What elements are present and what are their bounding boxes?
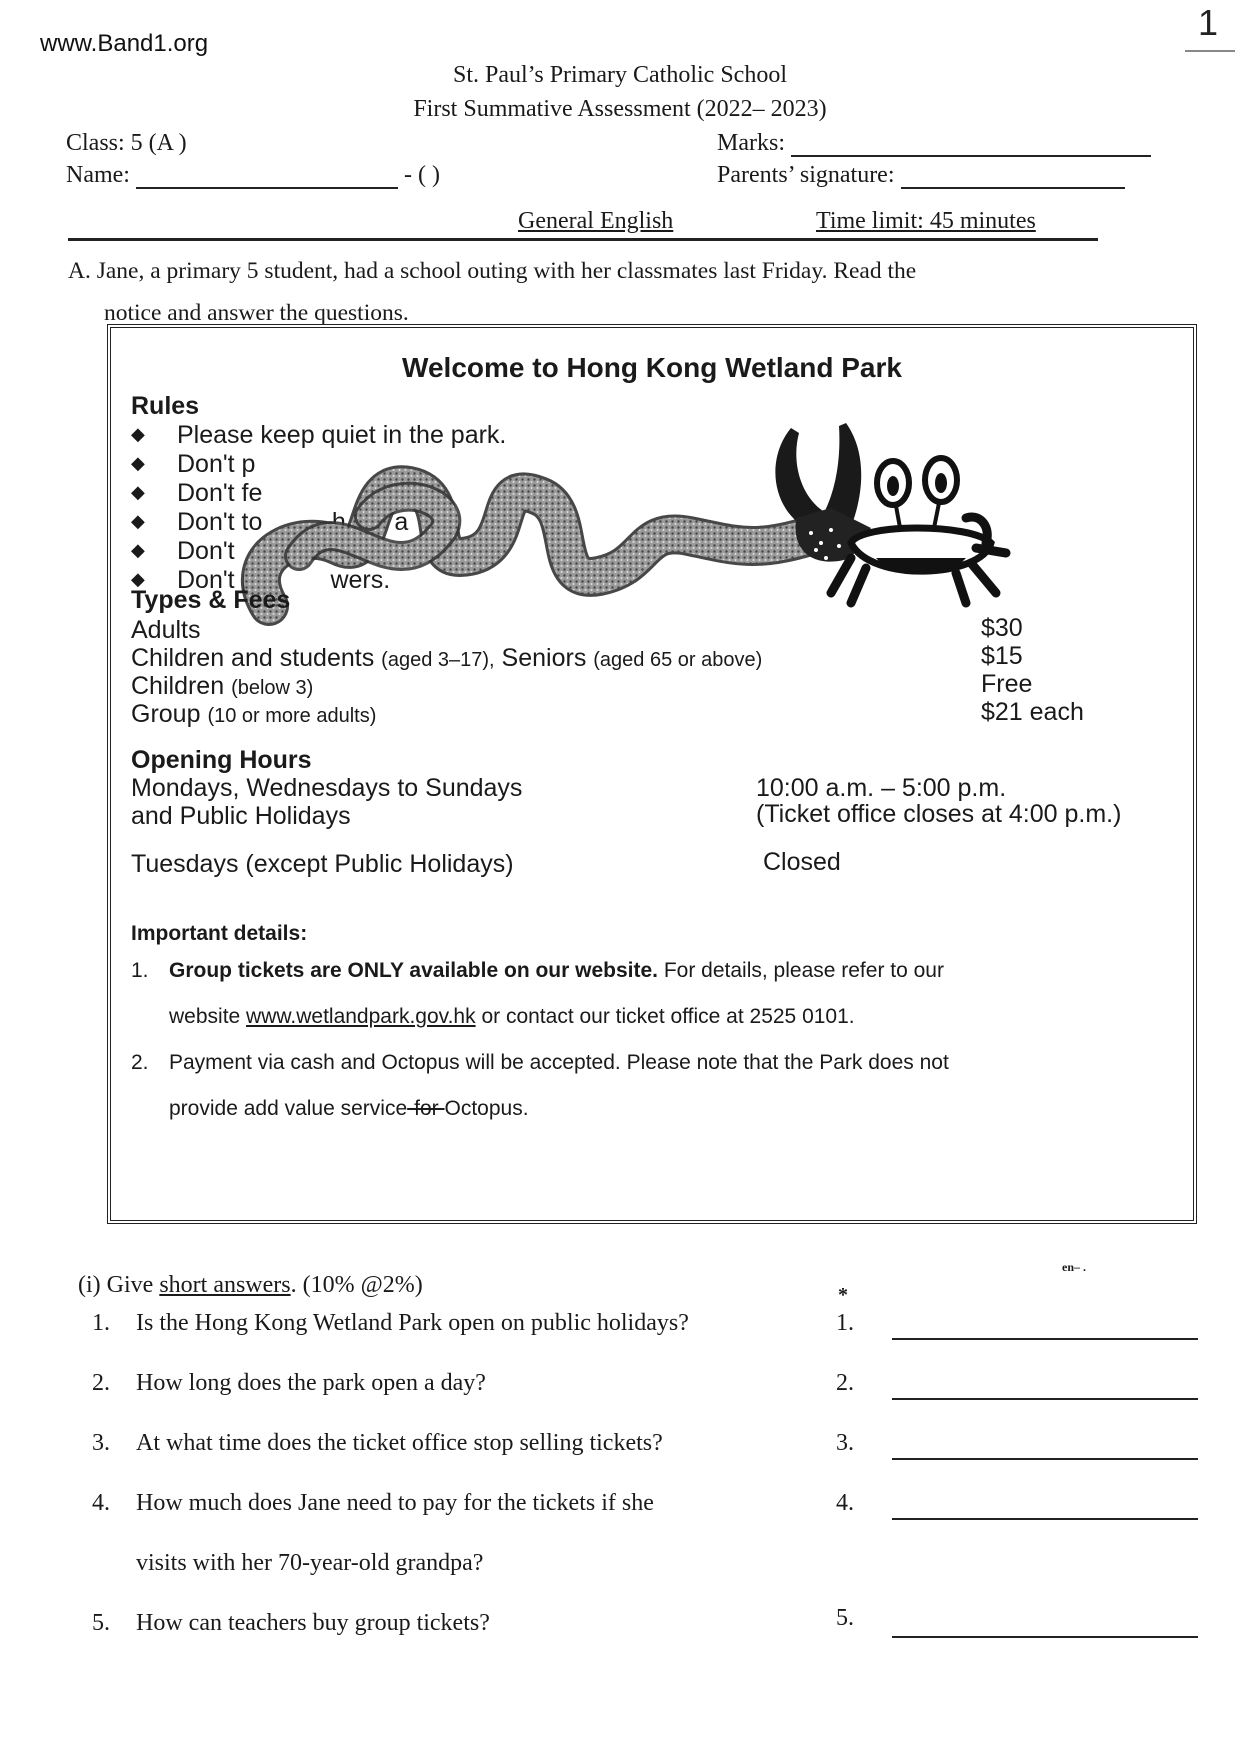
page-number-rule	[1185, 50, 1235, 52]
assessment-title: First Summative Assessment (2022– 2023)	[413, 96, 827, 122]
parents-signature-label: Parents’ signature:	[717, 162, 895, 188]
rule-item: ◆ Please keep quiet in the park.	[131, 421, 507, 449]
detail-item: 1. Group tickets are ONLY available on our website. For details, please refer to our website www.wetlandpark.gov.hk or contact our ticket office at 2525 0101.	[131, 959, 944, 1028]
time-limit: Time limit: 45 minutes	[816, 208, 1036, 234]
fee-price: $21 each	[981, 698, 1084, 726]
marks-label: Marks:	[717, 130, 785, 156]
fee-price: $30	[981, 614, 1023, 642]
question-item: 2. How long does the park open a day?	[92, 1370, 486, 1396]
bullet-icon: ◆	[131, 540, 145, 560]
instruction-line-1: A. Jane, a primary 5 student, had a school outing with her classmates last Friday. Read the	[68, 258, 917, 284]
question-item: 4. How much does Jane need to pay for the tickets if she	[92, 1490, 654, 1516]
fee-price: $15	[981, 642, 1023, 670]
answer-number: 4.	[836, 1490, 854, 1516]
questions-instruction: (i) Give short answers. (10% @2%)	[78, 1272, 423, 1298]
class-label: Class: 5 (A )	[66, 130, 187, 156]
fee-type: Children and students (aged 3–17), Seniors (aged 65 or above)	[131, 644, 763, 672]
rules-heading: Rules	[131, 392, 200, 420]
bullet-icon: ◆	[131, 482, 145, 502]
marks-field[interactable]	[791, 133, 1151, 157]
question-item: 5. How can teachers buy group tickets?	[92, 1610, 490, 1636]
instruction-line-2: notice and answer the questions.	[104, 300, 409, 326]
bullet-icon: ◆	[131, 569, 145, 589]
handwritten-mark: *	[838, 1284, 848, 1306]
fees-heading: Types & Fees	[131, 586, 291, 614]
school-name: St. Paul’s Primary Catholic School	[453, 62, 787, 88]
details-heading: Important details:	[131, 922, 308, 945]
closed-days: Tuesdays (except Public Holidays)	[131, 850, 514, 878]
parents-signature-row	[717, 162, 1125, 189]
answer-number: 1.	[836, 1310, 854, 1336]
detail-item: 2. Payment via cash and Octopus will be accepted. Please note that the Park does not provide add value service-for Octopus.	[131, 1051, 949, 1120]
open-days-line-2: and Public Holidays	[131, 802, 351, 830]
name-field[interactable]	[136, 165, 398, 189]
fee-type: Children (below 3)	[131, 672, 314, 700]
ticket-office-note: (Ticket office closes at 4:00 p.m.)	[756, 800, 1122, 828]
rule-item: ◆ Don't fe	[131, 479, 263, 507]
question-item: 1. Is the Hong Kong Wetland Park open on public holidays?	[92, 1310, 689, 1336]
crab-illustration-icon	[751, 418, 1011, 608]
rule-item: ◆ Don't pi wers.	[131, 566, 391, 594]
question-continuation: visits with her 70-year-old grandpa?	[136, 1550, 484, 1576]
fee-price: Free	[981, 670, 1033, 698]
park-notice	[107, 324, 1197, 1224]
open-time: 10:00 a.m. – 5:00 p.m.	[756, 774, 1007, 802]
class-number-field[interactable]: - ( )	[403, 162, 440, 188]
fee-type: Group (10 or more adults)	[131, 700, 377, 728]
scribble-overlay-icon	[239, 436, 839, 636]
answer-field[interactable]	[892, 1636, 1198, 1638]
subject-row	[68, 208, 1098, 241]
hours-heading: Opening Hours	[131, 746, 312, 774]
rule-item: ◆ Don't p	[131, 450, 256, 478]
rule-item: ◆ Don't to h the a	[131, 508, 409, 536]
fee-type: Adults	[131, 616, 201, 644]
website-link[interactable]: www.wetlandpark.gov.hk	[246, 1005, 476, 1028]
answer-number: 2.	[836, 1370, 854, 1396]
section-a-instruction	[68, 250, 1148, 334]
question-item: 3. At what time does the ticket office stop selling tickets?	[92, 1430, 663, 1456]
bullet-icon: ◆	[131, 424, 145, 444]
subject: General English	[518, 208, 674, 234]
closed-label: Closed	[763, 848, 841, 876]
bullet-icon: ◆	[131, 511, 145, 531]
name-row	[66, 162, 440, 189]
watermark: www.Band1.org	[40, 30, 209, 57]
bullet-icon: ◆	[131, 453, 145, 473]
notice-title: Welcome to Hong Kong Wetland Park	[402, 352, 902, 383]
rule-item: ◆ Don't ed	[131, 537, 284, 565]
answer-field[interactable]	[892, 1458, 1198, 1460]
parents-signature-field[interactable]	[901, 165, 1125, 189]
open-days-line-1: Mondays, Wednesdays to Sundays	[131, 774, 523, 802]
answer-number: 3.	[836, 1430, 854, 1456]
answer-number: 5.	[836, 1605, 854, 1631]
page-number: 1	[1198, 2, 1219, 43]
answer-field[interactable]	[892, 1338, 1198, 1340]
answer-field[interactable]	[892, 1398, 1198, 1400]
name-label: Name:	[66, 162, 130, 188]
marks-row	[717, 130, 1151, 157]
answer-field[interactable]	[892, 1518, 1198, 1520]
handwritten-scrawl: en– .	[1062, 1260, 1086, 1274]
